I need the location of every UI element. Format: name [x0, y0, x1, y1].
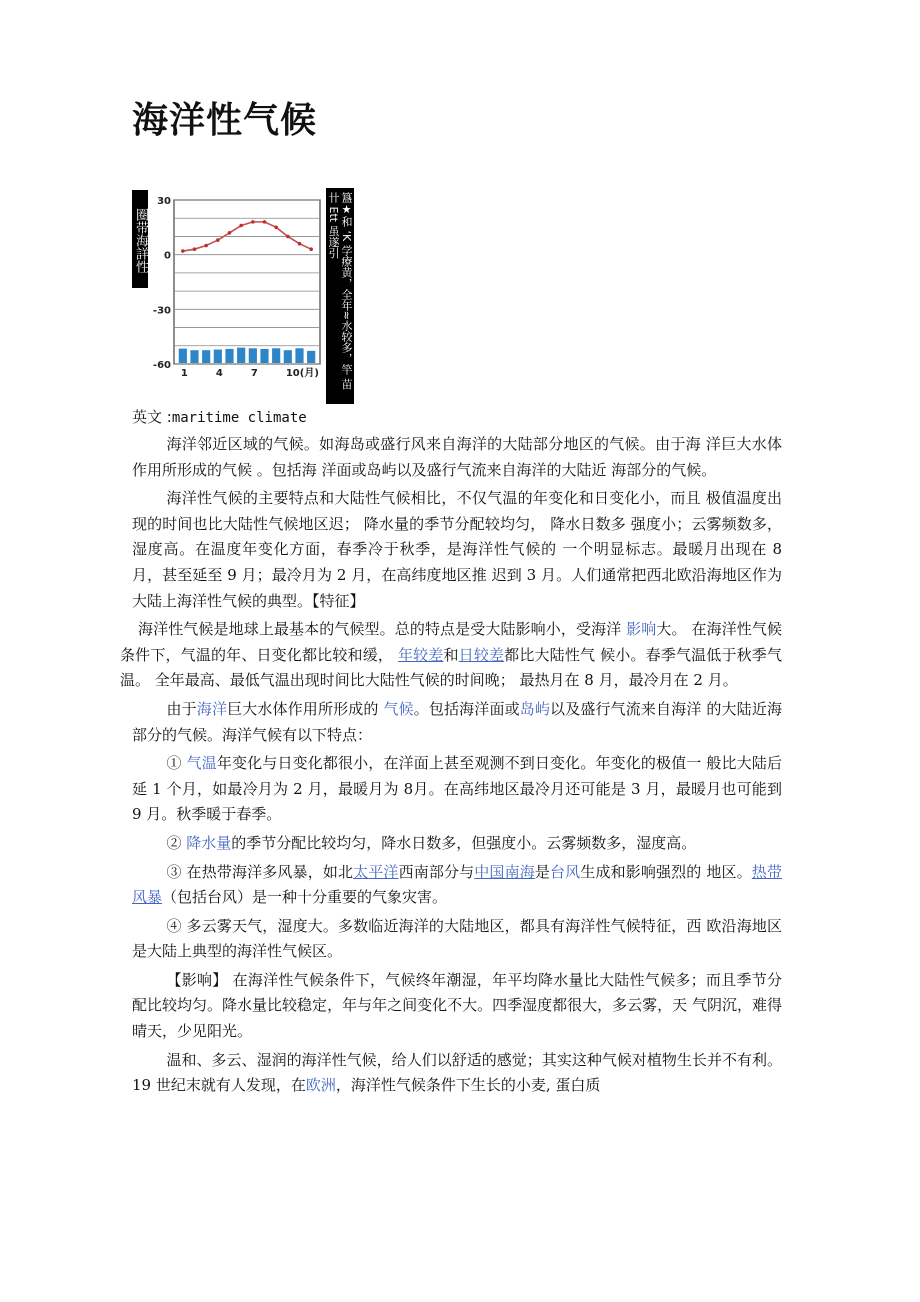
- keyword-link[interactable]: 台风: [550, 862, 581, 881]
- text-link[interactable]: 热带风暴: [132, 862, 782, 907]
- paragraph-text: 的季节分配比较均匀，降水日数多，但强度小。云雾频数多，湿度高。: [231, 833, 697, 852]
- keyword-link[interactable]: 岛屿: [519, 699, 551, 718]
- precip-bar: [237, 348, 245, 363]
- precip-bar: [272, 348, 280, 363]
- precip-bar: [295, 348, 303, 363]
- temperature-point: [181, 249, 185, 253]
- paragraph-p1: [132, 432, 782, 483]
- text-link[interactable]: 日较差: [458, 645, 505, 664]
- paragraph-text: ，海洋性气候条件下生长的小麦, 蛋白质: [335, 1076, 601, 1095]
- paragraph-p10: [132, 1048, 782, 1099]
- paragraph-text: 由于: [166, 699, 197, 718]
- temperature-point: [204, 244, 208, 248]
- precip-bar: [249, 348, 257, 363]
- paragraph-text: 海洋邻近区域的气候。如海岛或盛行风来自海洋的大陆部分地区的气候。由于海 洋巨大水体作用所形成的气候 。包括海 洋面或岛屿以及盛行气流来自海洋的大陆近 海部分的气候。: [132, 435, 782, 479]
- paragraph-text: ④ 多云雾天气，湿度大。多数临近海洋的大陆地区，都具有海洋性气候特征，西 欧沿海地区是大陆上典型的海洋性气候区。: [132, 916, 782, 961]
- text-link[interactable]: 年较差: [397, 645, 444, 664]
- paragraph-p8: [132, 914, 782, 965]
- precip-bar: [202, 350, 210, 363]
- paragraph-p3: [120, 617, 782, 694]
- x-tick-label: 10(月): [285, 368, 319, 379]
- text-link[interactable]: 太平洋: [353, 862, 399, 881]
- x-tick-label: 4: [215, 368, 223, 379]
- y-tick-label: -60: [152, 360, 171, 371]
- english-value: maritime climate: [171, 410, 307, 426]
- temperature-point: [286, 235, 290, 239]
- temperature-point: [309, 247, 313, 251]
- article-body: [120, 432, 782, 1102]
- paragraph-text: 温和、多云、湿润的海洋性气候，给人们以舒适的感觉；其实这种气候对植物生长并不有利。19 世纪末就有人发现，在: [132, 1050, 782, 1095]
- paragraph-text: ②: [166, 833, 187, 852]
- paragraph-text: （包括台风）是一种十分重要的气象灾害。: [162, 888, 448, 907]
- climate-figure: [132, 188, 356, 406]
- paragraph-p6: [132, 831, 782, 857]
- text-link[interactable]: 中国南海: [474, 862, 535, 881]
- keyword-link[interactable]: 降水量: [186, 833, 232, 852]
- figure-right-label: 簋★和 ‘K 学療黄，全年≈水较多，竿 苗卄 Ett 虽遂引: [326, 188, 354, 404]
- climate-chart: [150, 188, 322, 384]
- temperature-point: [216, 238, 220, 242]
- precip-bar: [179, 349, 187, 363]
- paragraph-text: 巨大水体作用所形成的: [227, 699, 384, 718]
- x-tick-label: 7: [250, 368, 258, 379]
- figure-left-label: 圈带海詳性: [132, 190, 148, 288]
- paragraph-p2: [132, 486, 782, 614]
- keyword-link[interactable]: 气温: [186, 754, 217, 773]
- precip-bar: [284, 350, 292, 363]
- english-name: [132, 407, 307, 428]
- precip-bar: [260, 349, 268, 363]
- temperature-point: [193, 247, 197, 251]
- paragraph-text: 生成和影响强烈的 地区。: [580, 862, 752, 881]
- y-tick-label: 0: [164, 250, 171, 262]
- paragraph-p7: [132, 860, 782, 911]
- y-tick-label: -30: [152, 305, 171, 317]
- paragraph-text: ③ 在热带海洋多风暴，如北: [166, 862, 354, 881]
- keyword-link[interactable]: 海洋: [196, 699, 228, 718]
- x-tick-label: 1: [180, 368, 188, 379]
- temperature-point: [239, 224, 243, 228]
- english-label: 英文 :: [132, 408, 172, 426]
- temperature-point: [298, 242, 302, 246]
- paragraph-p9: [132, 968, 782, 1045]
- precip-bar: [190, 350, 198, 363]
- temperature-point: [251, 220, 255, 224]
- plot-frame: [174, 200, 320, 364]
- precip-bar: [214, 350, 222, 363]
- temperature-point: [274, 226, 278, 230]
- paragraph-text: 海洋性气候是地球上最基本的气候型。总的特点是受大陆影响小，受海洋: [138, 620, 627, 639]
- paragraph-p5: [132, 751, 782, 828]
- paragraph-text: 西南部分与: [398, 862, 475, 881]
- keyword-link[interactable]: 气候: [383, 699, 414, 718]
- paragraph-text: 是: [534, 862, 551, 881]
- temperature-point: [228, 231, 232, 235]
- precip-bar: [307, 351, 315, 363]
- paragraph-text: 都比大陆性气 候小。春季气温低于秋季气温。 全年最高、最低气温出现时间比大陆性气候的时间晚； 最热月在 8 月，最冷月在 2 月。: [120, 645, 782, 690]
- paragraph-text: 年变化与日变化都很小，在洋面上甚至观测不到日变化。年变化的极值一 般比大陆后延 1 个月，如最冷月为 2 月，最暖月为 8月。在高纬地区最冷月还可能是 3 月，最暖月也可能到 9 月。秋季暖于春季。: [132, 754, 782, 824]
- y-tick-label: 30: [157, 196, 171, 207]
- paragraph-text: 【影响】 在海洋性气候条件下，气候终年潮湿，年平均降水量比大陆性气候多；而且季节分 配比较均匀。降水量比较稳定，年与年之间变化不大。四季湿度都很大，多云雾，天 气阴沉，难得晴天，少见阳光。: [132, 970, 782, 1041]
- paragraph-text: 大。 在海洋性气候条件下，气温的年、日变化都比较和缓，: [120, 620, 782, 664]
- precip-bar: [225, 349, 233, 363]
- paragraph-text: 。包括海洋面或: [413, 699, 520, 718]
- temperature-point: [263, 220, 267, 224]
- paragraph-text: 海洋性气候的主要特点和大陆性气候相比，不仅气温的年变化和日变化小，而且 极值温度出现的时间也比大陆性气候地区迟； 降水量的季节分配较均匀， 降水日数多 强度小；云雾频数多，湿度高。在温度年变化方面，春季冷于秋季，是海洋性气候的 一个明显标志。最暖月出现在 8 月，甚至延至 9 月；最冷月为 2 月，在高纬度地区推 迟到 3 月。人们通常把西北欧沿海地区作为大陆上海洋性气候的典型。【特征】: [132, 489, 782, 610]
- page-title: 海洋性气候: [132, 100, 318, 141]
- paragraph-text: 和: [443, 645, 459, 664]
- keyword-link[interactable]: 欧洲: [305, 1076, 336, 1095]
- paragraph-p4: [132, 697, 782, 748]
- paragraph-text: ①: [166, 754, 187, 773]
- keyword-link[interactable]: 影响: [626, 620, 657, 639]
- paragraph-text: 以及盛行气流来自海洋 的大陆近海部分的气候。海洋气候有以下特点：: [132, 699, 782, 744]
